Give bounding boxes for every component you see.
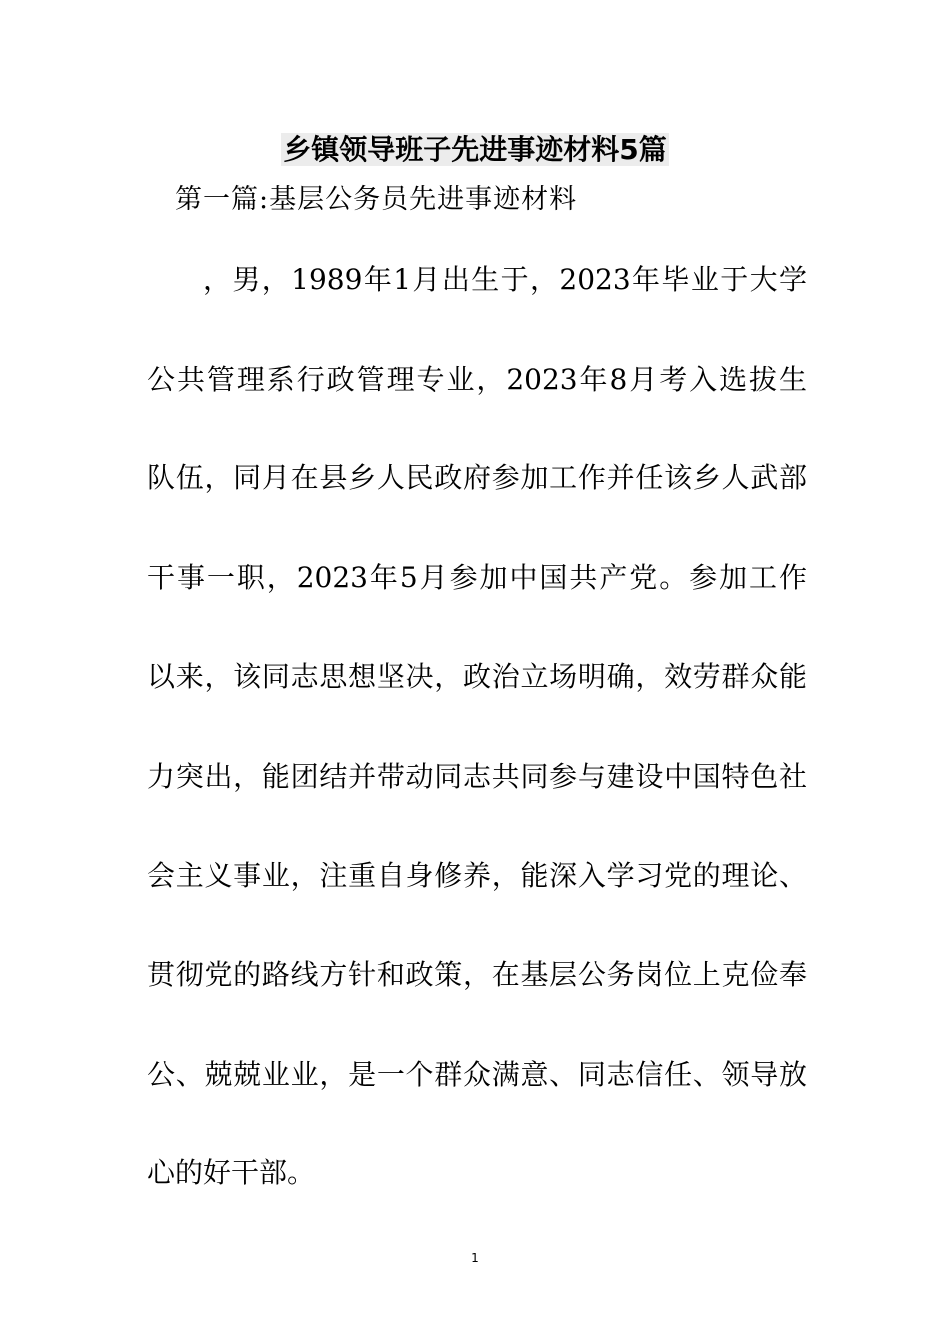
body-line: 公、兢兢业业，是一个群众满意、同志信任、领导放: [147, 1058, 807, 1091]
body-line: 以来，该同志思想坚决，政治立场明确，效劳群众能: [147, 660, 807, 693]
body-line: ，男，1989年1月出生于，2023年毕业于大学: [203, 263, 807, 296]
body-line: 干事一职，2023年5月参加中国共产党。参加工作: [147, 561, 807, 594]
section-heading: 第一篇:基层公务员先进事迹材料: [175, 184, 578, 215]
body-line: 队伍，同月在县乡人民政府参加工作并任该乡人武部: [147, 461, 807, 494]
body-line: 力突出，能团结并带动同志共同参与建设中国特色社: [147, 760, 807, 793]
document-title: [0, 132, 950, 168]
body-line: 公共管理系行政管理专业，2023年8月考入选拔生: [147, 363, 807, 396]
body-line: 贯彻党的路线方针和政策，在基层公务岗位上克俭奉: [147, 958, 807, 991]
page-number: 1: [471, 1251, 479, 1265]
document-title-text: 乡镇领导班子先进事迹材料5篇: [283, 133, 667, 166]
body-line: 会主义事业，注重自身修养，能深入学习党的理论、: [147, 859, 807, 892]
body-line: 心的好干部。: [147, 1156, 316, 1189]
